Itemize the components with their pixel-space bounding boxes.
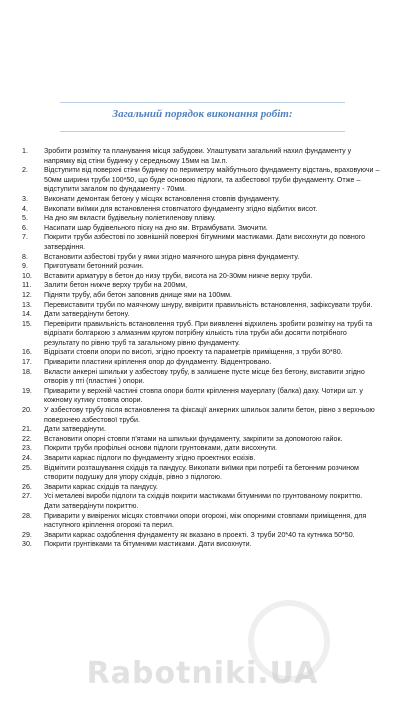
watermark: Rabotniki.UA (86, 656, 319, 691)
list-item-number: 25. (22, 463, 32, 472)
list-item-number: 6. (22, 223, 28, 232)
list-item (22, 214, 380, 224)
list-item-number: 20. (22, 406, 32, 415)
list-item-number: 15. (22, 319, 32, 328)
list-item-number: 14. (22, 310, 32, 319)
list-item (22, 310, 380, 320)
list-item-text: Зварити каркас східців та пандусу. (44, 482, 158, 491)
list-item-text: Дати затвердінути. (44, 425, 106, 434)
list-item-text: Виконати демонтаж бетону у місцях встановлення стовпів фундаменту. (44, 194, 280, 203)
list-item (22, 205, 380, 215)
list-item (22, 233, 380, 252)
list-item-number: 11. (22, 281, 32, 290)
list-item-text: Дати затвердінути бетону. (44, 310, 130, 319)
list-item-number: 10. (22, 271, 32, 280)
list-item-text: Приварити пластини кріплення опор до фундаменту. Відцентровано. (44, 358, 272, 367)
list-item-number: 3. (22, 194, 28, 203)
list-item (22, 464, 380, 483)
list-item-text: Підняти трубу, аби бетон заповнив днище ями на 100мм. (44, 290, 232, 299)
list-item-number: 24. (22, 454, 32, 462)
list-item (22, 540, 380, 550)
list-item-number: 27. (22, 492, 32, 501)
list-item-number: 18. (22, 367, 32, 376)
page-title: Загальний порядок виконання робіт: (112, 108, 293, 120)
list-item-number: 5. (22, 214, 28, 223)
list-item-text: Відрізати стовпи опори по висоті, згідно проекту та параметрів приміщення, з труби 80*80. (44, 348, 343, 357)
list-item-number: 9. (22, 262, 28, 271)
list-item-text: На дно ям вкласти будівельну поліетиленову плівку. (44, 214, 216, 223)
list-item-text: Зварити каркас оздоблення фундаменту як вказано в проекті. З труби 20*40 та кутника 50*50. (44, 530, 355, 539)
list-item (22, 531, 380, 541)
list-item-number: 1. (22, 147, 28, 155)
list-item-number: 19. (22, 386, 32, 395)
list-item (22, 425, 380, 435)
list-item-number: 23. (22, 444, 32, 453)
list-item (22, 406, 380, 425)
list-item-text: Встановити опорні стовпи п'ятами на шпильки фундаменту, закріпити за допомогою гайок. (44, 434, 343, 443)
list-item-text: Залити бетон нижче верху труби на 200мм, (44, 281, 188, 290)
list-item-text: Встановити азбестові труби у ямки згідно маячного шнура рівня фундаменту. (44, 252, 300, 261)
list-item-text: Викопати виїмки для встановлення стовпчатого фундаменту згідно відбитих висот. (44, 204, 318, 213)
title-rule-top (60, 102, 345, 103)
list-item (22, 435, 380, 445)
list-item-number: 22. (22, 434, 32, 443)
list-item-number: 17. (22, 358, 32, 367)
list-item (22, 281, 380, 291)
list-item-number: 2. (22, 166, 28, 175)
list-item-text: Перевірити правильність встановлення труб. При виявленні відхилень зробити розмітку на трубі та відрізати болгаркою з алмазним кругом потрібну кількість тіла труби аби досягти потрібного результату по рівню труб та загальному рівню фундаменту. (44, 319, 373, 347)
list-item-text: Покрити труби азбестові по зовнішній поверхні бітумними мастиками. Дати висохнути до повного затвердіння. (44, 233, 366, 251)
list-item (22, 195, 380, 205)
list-item-text: У азбестову трубу після встановлення та фіксації анкерних шпильок залити бетон, рівно з верхньою поверхнею азбестової труби. (44, 406, 375, 424)
list-item (22, 348, 380, 358)
list-item (22, 492, 380, 511)
list-item-text: Відступити від поверхні стіни будинку по периметру майбутнього фундаменту відстань, враховуючи – 50мм ширини труби 100*50, що буде основою підлоги, та азбестової труби фундаменту. Отже – відступити загалом по фундаменту - 70мм. (44, 166, 380, 194)
list-item-text: Покрити труби профільні основи підлоги грунтовками, дати висохнути. (44, 444, 278, 453)
list-item (22, 166, 380, 195)
list-item-number: 8. (22, 252, 28, 261)
list-item-number: 29. (22, 530, 32, 539)
list-item-text: Перевиставити труби по маячному шнуру, вивірити правильність встановлення, зафіксувати труби. (44, 300, 373, 309)
list-item-number: 12. (22, 290, 32, 299)
list-item-number: 7. (22, 233, 28, 242)
list-item-text: Відмітити розташування східців та пандусу. Викопати виїмки при потребі та бетонним розчином створити подушку для упору східців, рівно з підлогою. (44, 463, 359, 482)
list-item (22, 301, 380, 311)
list-item (22, 387, 380, 406)
list-item-number: 28. (22, 511, 32, 520)
list-item (22, 224, 380, 234)
list-item-text: Усі металеві вироби підлоги та східців покрити мастиками бітумними по грунтованому покриттю. Дати затвердінути покриттю. (44, 492, 363, 510)
list-item-text: Вставити арматуру в бетон до низу труби, висота на 20-30мм нижче верху труби. (44, 271, 313, 280)
list-item-text: Приварити у верхній частині стовпа опори болти кріплення мауерлату (балка) даху. Чотири шт. у кожному кутику стовпа опори. (44, 386, 363, 405)
list-item-text: Насипати шар будівельного піску на дно ям. Втрамбувати. Змочити. (44, 223, 268, 232)
title-rule-bottom (60, 131, 345, 132)
list-item (22, 291, 380, 301)
list-item-number: 30. (22, 540, 32, 549)
list-item (22, 368, 380, 387)
list-item-text: Зварити каркас підлоги по фундаменту згідно проектних ескізів. (44, 454, 256, 462)
list-item-number: 16. (22, 348, 32, 357)
list-item (22, 444, 380, 454)
list-item (22, 272, 380, 282)
steps-list (22, 147, 380, 550)
list-item (22, 262, 380, 272)
list-item (22, 483, 380, 493)
list-item-number: 21. (22, 425, 32, 434)
list-item-text: Приготувати бетонний розчин. (44, 262, 144, 271)
list-item (22, 253, 380, 263)
list-item (22, 358, 380, 368)
list-item-number: 4. (22, 204, 28, 213)
list-item-number: 26. (22, 482, 32, 491)
list-item-text: Вкласти анкерні шпильки у азбестову трубу, в залишене пусте місце без бетону, виставити згідно отворів у пті (пластині ) опори. (44, 367, 365, 386)
list-item-text: Приварити у вивірених місцях стовпчики опори огорожі, між опорними стовпами приміщення, для наступного кріплення огорожі та перил. (44, 511, 367, 530)
list-item (22, 454, 380, 464)
list-item-text: Покрити грунтівками та бітумними мастиками. Дати висохнути. (44, 540, 252, 549)
list-item (22, 320, 380, 349)
list-item (22, 147, 380, 166)
list-item (22, 512, 380, 531)
list-item-text: Зробити розмітку та планування місця забудови. Улаштувати загальний нахил фундаменту у напрямку від стіни будинку у середньому 15мм на 1м.п. (44, 147, 352, 165)
list-item-number: 13. (22, 300, 32, 309)
